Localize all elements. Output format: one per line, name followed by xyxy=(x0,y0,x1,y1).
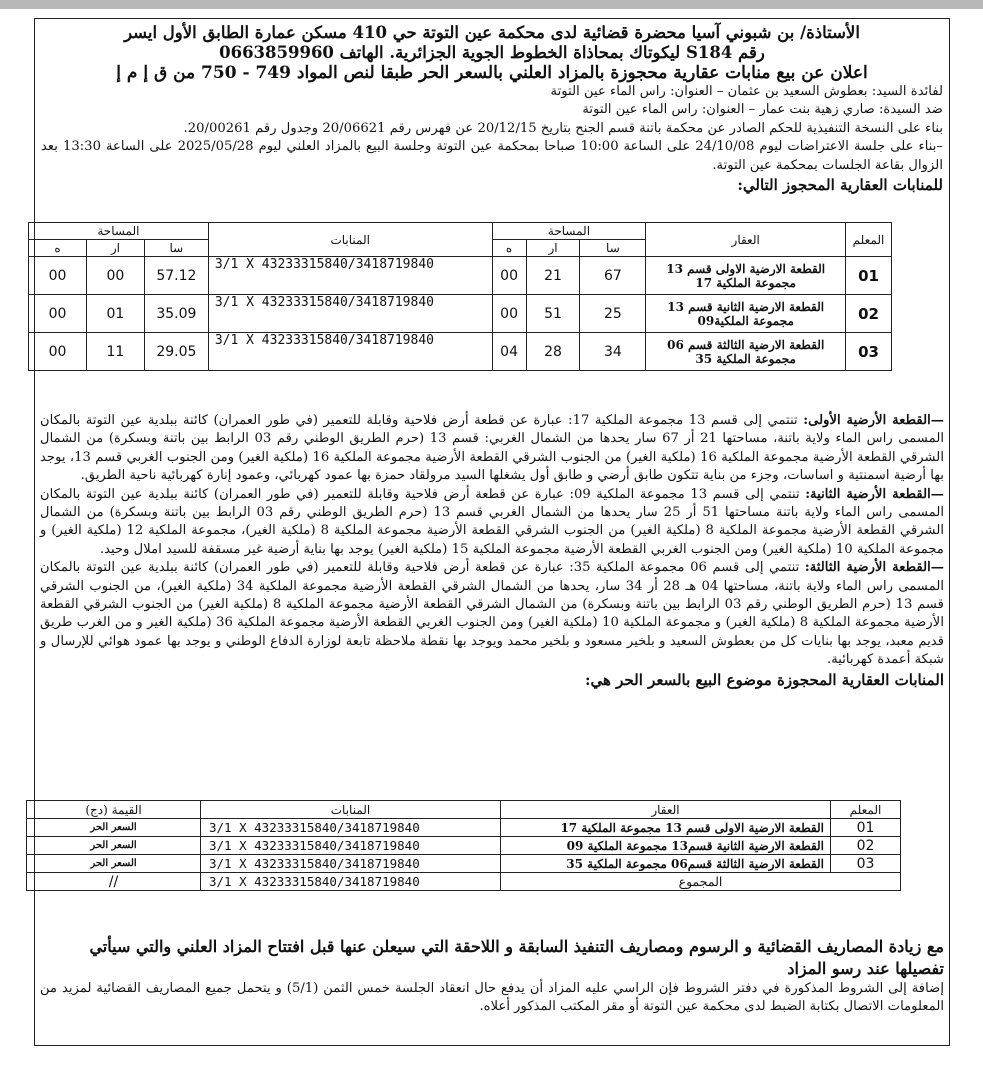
col-shares: المنابات xyxy=(201,801,501,819)
row-ar: 28 xyxy=(526,333,580,371)
col-code: المعلم xyxy=(831,801,901,819)
row-sa-2: 57.12 xyxy=(144,257,208,295)
bailiff-header-line1: الأستاذة/ بن شبوني آسيا محضرة قضائية لدى محكمة عين التوتة حي 410 مسكن عمارة الطابق الأول ايسر xyxy=(124,23,860,42)
table-row xyxy=(29,257,892,295)
seized-shares-table xyxy=(28,222,892,371)
row-shares: 3/1 X 43233315840/3418719840 xyxy=(201,855,501,873)
row-h: 00 xyxy=(492,257,526,295)
row-code: 02 xyxy=(831,837,901,855)
section-title-seized: للمنابات العقارية المحجوز التالي: xyxy=(737,176,943,195)
row-ar: 51 xyxy=(526,295,580,333)
row-ar-2: 11 xyxy=(86,333,144,371)
col-area: المساحة xyxy=(492,223,646,240)
plot-2-paragraph xyxy=(40,486,944,560)
table-row xyxy=(29,295,892,333)
row-sa: 67 xyxy=(580,257,646,295)
total-price: // xyxy=(27,873,201,891)
row-property: القطعة الارضية الثالثة قسم06 مجموعة الملكية 35 xyxy=(501,855,831,873)
row-shares: 3/1 X 43233315840/3418719840 xyxy=(208,295,492,333)
table-total-row xyxy=(27,873,901,891)
bailiff-header-line2: رقم S184 ليكوتاك بمحاذاة الخطوط الجوية الجزائرية. الهاتف 0663859960 xyxy=(219,43,765,62)
row-h-2: 00 xyxy=(29,333,87,371)
row-property: القطعة الارضية الثانية قسم 13 مجموعة الملكية09 xyxy=(646,295,846,333)
col-code: المعلم xyxy=(846,223,892,257)
sale-shares-table xyxy=(26,800,901,891)
col-property: العقار xyxy=(501,801,831,819)
row-ar: 21 xyxy=(526,257,580,295)
plots-description xyxy=(40,412,944,690)
footer-bold-notice: مع زيادة المصاريف القضائية و الرسوم ومصاريف التنفيذ السابقة و اللاحقة التي سيعلن عنها قبل افتتاح المزاد العلني والتي سيأتي تفصيلها عند رسو المزاد xyxy=(89,937,944,978)
row-property: القطعة الارضية الاولى قسم 13 مجموعة الملكية 17 xyxy=(501,819,831,837)
row-code: 03 xyxy=(831,855,901,873)
plot-3-title: —القطعة الأرضية الثالثة: xyxy=(804,560,944,576)
col-ar-2: ار xyxy=(86,240,144,257)
footer-block xyxy=(40,936,944,1016)
plot-1-paragraph xyxy=(40,412,944,486)
row-code: 01 xyxy=(831,819,901,837)
row-h-2: 00 xyxy=(29,257,87,295)
intro-paragraph-1: بناء على النسخة التنفيذية للحكم الصادر عن محكمة باتنة قسم الجنح بتاريخ 20/12/15 عن فهرس رقم 20/06621 وجدول رقم 20/00261. xyxy=(183,120,943,136)
row-h: 04 xyxy=(492,333,526,371)
row-property: القطعة الارضية الاولى قسم 13 مجموعة الملكية 17 xyxy=(646,257,846,295)
row-ar-2: 00 xyxy=(86,257,144,295)
plot-3-text: تنتمي إلى قسم 06 مجموعة الملكية 35: عبارة عن قطعة أرض فلاحية وقابلة للتعمير (في طور العمران) كائنة ببلدية عين التوتة بالمكان المسمى راس الماء ولاية باتنة، مساحتها 04 هـ 28 أر 34 سار، يحدها من الشمال الشرقي القطعة الأرضية مجموعة الملكية 34 (ملكية الغير)، من الجنوب الشرقي قسم 13 (حرم الطريق الوطني رقم 03 الرابط بين باتنة وبسكرة) من الشمال الشرقي القطعة الأرضية مجموعة الملكية 8 (ملكية الغير) من الجنوب الشرقي القطعة الأرضية مجموعة الملكية 8 (ملكية الغير) و مجموعة الملكية 10 (ملكية الغير) ومن الجنوب الغربي القطعة الأرضية مجموعة الملكية 36 (ملكية الغير و من الغرب طريق قديم معبد، يوجد بها بنايات كل من بعطوش السعيد و بلخير مسعود و بلخير محمد ويوجد بها نقطة ملاحظة تابعة لوزارة الدفاع الوطني و يوجد بها عمود هوائي للإرسال و شبكة أعمدة كهربائية. xyxy=(40,560,944,668)
col-area-2: المساحة xyxy=(29,223,209,240)
col-sa-2: سا xyxy=(144,240,208,257)
row-code: 02 xyxy=(846,295,892,333)
plot-3-paragraph xyxy=(40,559,944,669)
plot-2-text: تنتمي إلى قسم 13 مجموعة الملكية 09: عبارة عن قطعة أرض فلاحية وقابلة للتعمير (في طور العمران) كائنة ببلدية عين التوتة بالمكان المسمى راس الماء ولاية باتنة مساحتها 51 أر 25 سار يحدها من الشمال الغربي قسم 13 (حرم الطريق الوطني رقم 03 الرابط بين باتنة وبسكرة) من الشمال الشرقي القطعة الأرضية مجموعة الملكية 8 (ملكية الغير) من الجنوب الشرقي القطعة الأرضية مجموعة الملكية 8 (ملكية الغير)، مجموعة الملكية 12 (ملكية الغير) و مجموعة الملكية 10 (ملكية الغير) ومن الجنوب الغربي القطعة الأرضية مجموعة الملكية 15 (ملكية الغير) يوجد بها بناية أرضية غير مسقفة للسيد املال وحيد. xyxy=(40,486,945,557)
row-shares: 3/1 X 43233315840/3418719840 xyxy=(201,837,501,855)
notice-title: اعلان عن بيع منابات عقارية محجوزة بالمزاد العلني بالسعر الحر طبقا لنص المواد 749 - 750 من ق إ م إ xyxy=(116,63,868,83)
row-ar-2: 01 xyxy=(86,295,144,333)
row-h: 00 xyxy=(492,295,526,333)
plot-2-title: —القطعة الأرضية الثانية: xyxy=(805,486,944,502)
row-h-2: 00 xyxy=(29,295,87,333)
row-shares: 3/1 X 43233315840/3418719840 xyxy=(208,333,492,371)
col-shares: المنابات xyxy=(208,223,492,257)
col-price: القيمة (دج) xyxy=(27,801,201,819)
col-sa: سا xyxy=(580,240,646,257)
row-shares: 3/1 X 43233315840/3418719840 xyxy=(201,819,501,837)
row-property: القطعة الارضية الثالثة قسم 06 مجموعة الملكية 35 xyxy=(646,333,846,371)
col-h-2: ه xyxy=(29,240,87,257)
col-property: العقار xyxy=(646,223,846,257)
against-line: ضد السيدة: صاري زهية بنت عمار – العنوان: راس الماء عين التوتة xyxy=(582,102,943,118)
row-price: السعر الحر xyxy=(27,819,201,837)
col-h: ه xyxy=(492,240,526,257)
row-code: 03 xyxy=(846,333,892,371)
plot-1-text: تنتمي إلى قسم 13 مجموعة الملكية 17: عبارة عن قطعة أرض فلاحية وقابلة للتعمير (في طور العمران) كائنة ببلدية عين التوتة بالمكان المسمى راس الماء ولاية باتنة، مساحتها 21 أر 67 سار يحدها من الشمال الغربي: قسم 13 (حرم الطريق الوطني رقم 03 الرابط بين باتنة وبسكرة) من الشمال الشرقي القطعة الأرضية مجموعة الملكية 16 (ملكية الغير) من الجنوب الشرقي القطعة الأرضية مجموعة الملكية 16 (ملكية الغير) ومن الجنوب الغربي قسم 13، يوجد بها أرضية اسمنتية و اساسات، وجزء من بناية تتكون طابق أرضي و طابق أول يشغلها السيد مرولقاد حمزة بها عمود كهربائي، وعمود إنارة كهربائية ناحية الطريق. xyxy=(40,413,944,484)
table-row xyxy=(29,333,892,371)
total-label: المجموع xyxy=(501,873,901,891)
row-shares: 3/1 X 43233315840/3418719840 xyxy=(208,257,492,295)
row-sa: 25 xyxy=(580,295,646,333)
table-row xyxy=(27,855,901,873)
top-gray-bar xyxy=(0,0,983,9)
row-sa: 34 xyxy=(580,333,646,371)
row-sa-2: 29.05 xyxy=(144,333,208,371)
total-shares: 3/1 X 43233315840/3418719840 xyxy=(201,873,501,891)
footer-conditions: إضافة إلى الشروط المذكورة في دفتر الشروط فإن الراسي عليه المزاد أن يدفع حال انعقاد الجلسة خمس الثمن (5/1) و يتحمل جميع المصاريف القضائية لمزيد من المعلومات الاتصال بكتابة الضبط لدى محكمة عين التوتة أو مقر المكتب المذكور أعلاه. xyxy=(40,981,944,1014)
row-sa-2: 35.09 xyxy=(144,295,208,333)
row-property: القطعة الارضية الثانية قسم13 مجموعة الملكية 09 xyxy=(501,837,831,855)
row-price: السعر الحر xyxy=(27,855,201,873)
table-row xyxy=(27,837,901,855)
plot-1-title: —القطعة الأرضية الأولى: xyxy=(803,413,944,428)
row-code: 01 xyxy=(846,257,892,295)
row-price: السعر الحر xyxy=(27,837,201,855)
sale-section-title: المنابات العقارية المحجوزة موضوع البيع بالسعر الحر هي: xyxy=(585,670,944,689)
col-ar: ار xyxy=(526,240,580,257)
intro-paragraph-2: –بناء على جلسة الاعتراضات ليوم 24/10/08 على الساعة 10:00 صباحا بمحكمة عين التوتة وجلسة البيع بالمزاد العلني ليوم 2025/05/28 على الساعة 13:30 بعد الزوال بقاعة الجلسات بمحكمة عين التوتة. xyxy=(41,139,943,173)
beneficiary-line: لفائدة السيد: بعطوش السعيد بن عثمان – العنوان: راس الماء عين التوتة xyxy=(550,84,943,99)
table-row xyxy=(27,819,901,837)
